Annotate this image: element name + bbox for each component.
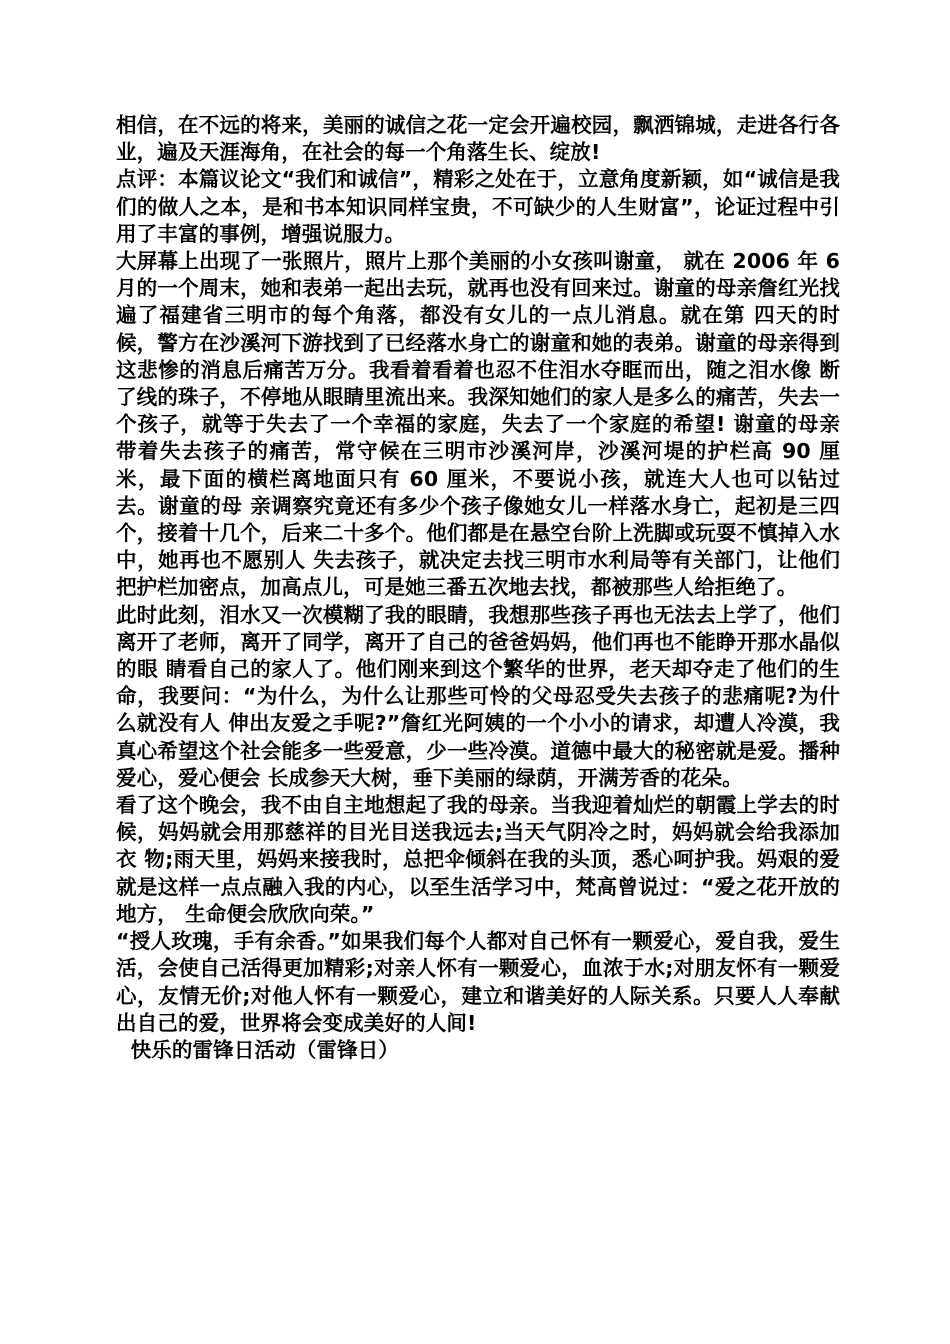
document-page — [116, 112, 840, 1064]
paragraph-xietong-story: 大屏幕上出现了一张照片，照片上那个美丽的小女孩叫谢童， 就在 2006 年 6 月的一个周末，她和表弟一起出去玩，就再也没有回来过。谢童的母亲詹红光找遍了福建省三明市的每个角落，都没有女儿的一点儿消息。就在第 四天的时候，警方在沙溪河下游找到了已经落水身亡的谢童和她的表弟。谢童的母亲得到这悲惨的消息后痛苦万分。我看着看着也忍不住泪水夺眶而出，随之泪水像 断了线的珠子，不停地从眼睛里流出来。我深知她们的家人是多么的痛苦，失去一个孩子，就等于失去了一个幸福的家庭，失去了一个家庭的希望! 谢童的母亲 带着失去孩子的痛苦，常守候在三明市沙溪河岸，沙溪河堤的护栏高 90 厘米，最下面的横栏离地面只有 60 厘米，不要说小孩，就连大人也可以钻过去。谢童的母 亲调察究竟还有多少个孩子像她女儿一样落水身亡，起初是三四个，接着十几个，后来二十多个。他们都是在悬空台阶上洗脚或玩耍不慎掉入水中，她再也不愿别人 失去孩子，就决定去找三明市水利局等有关部门，让他们把护栏加密点，加高点儿，可是她三番五次地去找，都被那些人给拒绝了。 — [116, 249, 840, 600]
paragraph-comment: 点评：本篇议论文“我们和诚信”，精彩之处在于，立意角度新颖，如“诚信是我们的做人之本，是和书本知识同样宝贵，不可缺少的人生财富”，论证过程中引用了丰富的事例，增强说服力。 — [116, 167, 840, 246]
section-heading: 快乐的雷锋日活动（雷锋日） — [116, 1037, 400, 1062]
paragraph-integrity-conclusion: 相信，在不远的将来，美丽的诚信之花一定会开遍校园，飘洒锦城，走进各行各业，遍及天涯海角，在社会的每一个角落生长、绽放! — [116, 113, 840, 165]
paragraph-reflection: 此时此刻，泪水又一次模糊了我的眼睛，我想那些孩子再也无法去上学了，他们离开了老师，离开了同学，离开了自己的爸爸妈妈，他们再也不能睁开那水晶似的眼 睛看自己的家人了。他们刚来到这个繁华的世界，老天却夺走了他们的生命，我要问：“为什么，为什么让那些可怜的父母忍受失去孩子的悲痛呢?为什么就没有人 伸出友爱之手呢?”詹红光阿姨的一个小小的请求，却遭人冷漠，我真心希望这个社会能多一些爱意，少一些冷漠。道德中最大的秘密就是爱。播种爱心，爱心便会 长成参天大树，垂下美丽的绿荫，开满芳香的花朵。 — [116, 602, 840, 790]
paragraph-mother: 看了这个晚会，我不由自主地想起了我的母亲。当我迎着灿烂的朝霞上学去的时候，妈妈就会用那慈祥的目光目送我远去;当天气阴冷之时，妈妈就会给我添加衣 物;雨天里，妈妈来接我时，总把伞倾斜在我的头顶，悉心呵护我。妈艰的爱就是这样一点点融入我的内心，以至生活学习中，梵高曾说过：“爱之花开放的地方， 生命便会欣欣向荣。” — [116, 793, 840, 926]
paragraph-roses: “授人玫瑰，手有余香。”如果我们每个人都对自己怀有一颗爱心，爱自我，爱生活，会使自己活得更加精彩;对亲人怀有一颗爱心，血浓于水;对朋友怀有一颗爱心，友情无价;对他人怀有一颗爱心，建立和谐美好的人际关系。只要人人奉献出自己的爱，世界将会变成美好的人间! — [116, 929, 840, 1035]
